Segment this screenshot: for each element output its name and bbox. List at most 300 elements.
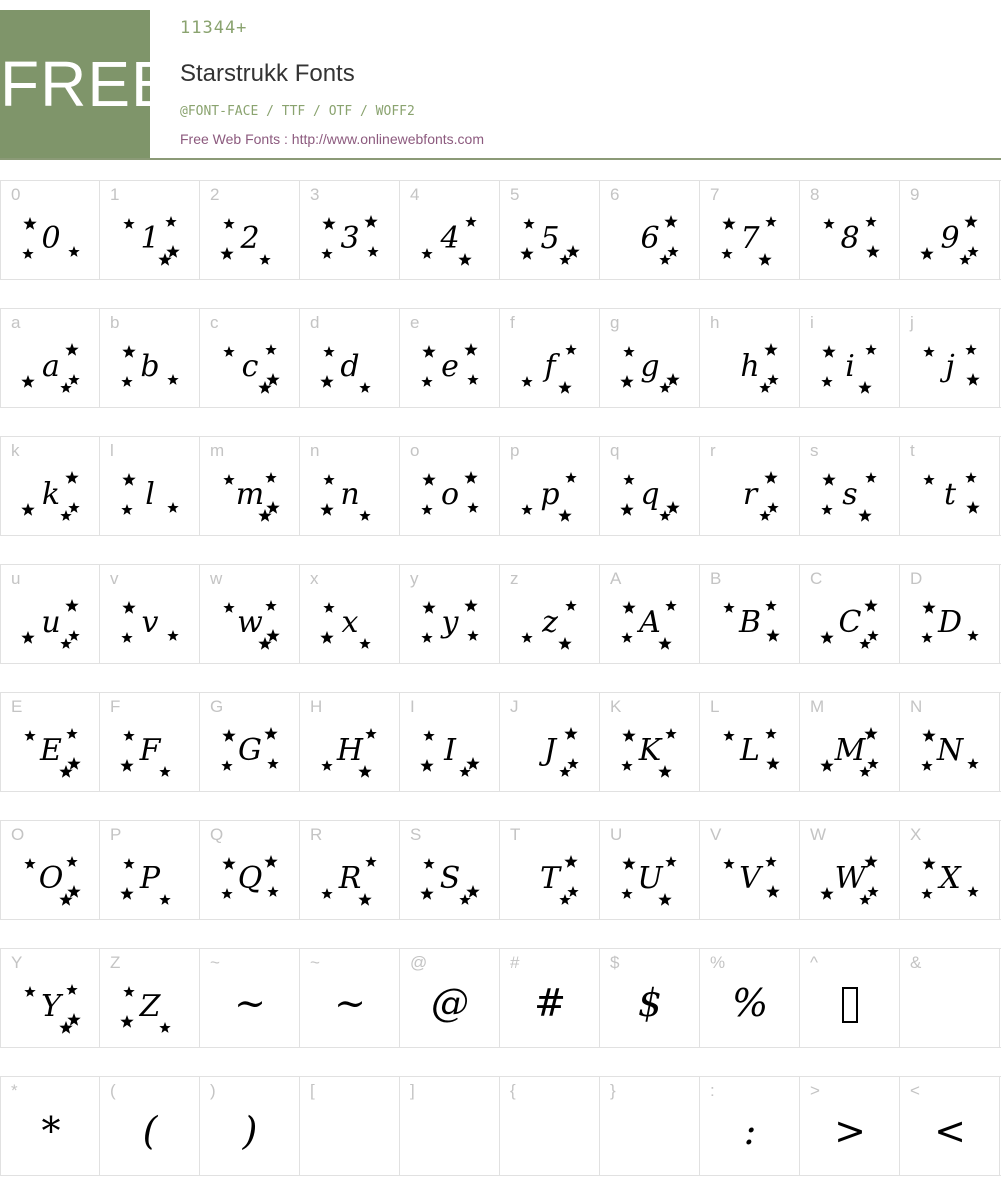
glyph-cell[interactable]	[400, 565, 500, 663]
glyph-preview	[600, 459, 700, 529]
glyph-cell[interactable]	[300, 949, 400, 1047]
glyph-svg	[615, 848, 685, 908]
glyph-cell[interactable]	[200, 437, 300, 535]
star-icon	[820, 631, 833, 644]
glyph-key-label: v	[110, 569, 119, 588]
star-icon	[764, 471, 777, 484]
star-icon	[765, 728, 776, 739]
glyph-svg	[615, 208, 685, 268]
glyph-cell[interactable]	[100, 693, 200, 791]
glyph-cell[interactable]	[800, 949, 900, 1047]
glyph-preview	[600, 715, 700, 785]
glyph-svg	[915, 720, 985, 780]
glyph-character: s	[842, 477, 858, 512]
glyph-svg	[915, 464, 985, 524]
glyph-row	[0, 1076, 1001, 1176]
glyph-key-label: k	[11, 441, 20, 460]
glyph-svg	[415, 336, 485, 396]
glyph-cell[interactable]	[700, 181, 800, 279]
glyph-character: L	[740, 733, 760, 768]
glyph-key-label: T	[510, 825, 521, 844]
glyph-svg	[715, 720, 785, 780]
star-icon	[266, 501, 279, 514]
glyph-key-label: h	[710, 313, 720, 332]
star-icon	[422, 345, 435, 358]
glyph-svg	[415, 592, 485, 652]
glyph-character: U	[637, 861, 663, 896]
glyph-preview	[300, 715, 400, 785]
star-icon	[167, 630, 178, 641]
glyph-character: r	[742, 477, 758, 512]
star-icon	[24, 730, 35, 741]
star-icon	[759, 382, 770, 393]
glyph-character: g	[640, 349, 660, 384]
star-icon	[465, 216, 476, 227]
glyph-character: n	[340, 477, 360, 512]
glyph-svg	[715, 592, 785, 652]
glyph-cell[interactable]	[200, 309, 300, 407]
glyph-preview	[200, 331, 300, 401]
star-icon	[321, 248, 332, 259]
star-icon	[265, 344, 276, 355]
star-icon	[821, 504, 832, 515]
glyph-cell[interactable]	[800, 437, 900, 535]
glyph-svg	[315, 208, 385, 268]
star-icon	[359, 382, 370, 393]
glyph-key-label: N	[910, 697, 923, 716]
glyph-key-label: g	[610, 313, 620, 332]
glyph-key-label: V	[710, 825, 722, 844]
glyph-key-label: ]	[410, 1081, 415, 1100]
glyph-preview	[300, 843, 400, 913]
free-badge[interactable]: FREE	[0, 10, 150, 158]
glyph-preview	[800, 843, 900, 913]
glyph-preview	[900, 971, 1000, 1041]
star-icon	[964, 215, 977, 228]
glyph-preview	[400, 715, 500, 785]
star-icon	[266, 629, 279, 642]
glyph-cell[interactable]	[900, 565, 1000, 663]
star-icon	[464, 343, 477, 356]
glyph-key-label: U	[610, 825, 623, 844]
star-icon	[565, 600, 576, 611]
star-icon	[759, 510, 770, 521]
glyph-key-label: u	[11, 569, 21, 588]
glyph-cell[interactable]	[900, 437, 1000, 535]
glyph-character: %	[731, 981, 769, 1025]
glyph-svg	[215, 1104, 285, 1164]
star-icon	[867, 630, 878, 641]
glyph-key-label: >	[810, 1081, 820, 1100]
star-icon	[567, 758, 578, 769]
glyph-key-label: 6	[610, 185, 620, 204]
glyph-cell[interactable]	[200, 949, 300, 1047]
glyph-preview	[200, 971, 300, 1041]
star-icon	[120, 1015, 133, 1028]
glyph-svg	[915, 336, 985, 396]
star-icon	[520, 247, 533, 260]
glyph-preview	[200, 715, 300, 785]
glyph-cell[interactable]	[600, 949, 700, 1047]
glyph-cell[interactable]	[300, 821, 400, 919]
glyph-cell[interactable]	[0, 1077, 100, 1175]
glyph-cell[interactable]	[100, 309, 200, 407]
star-icon	[466, 885, 479, 898]
glyph-cell[interactable]	[400, 181, 500, 279]
glyph-svg	[16, 848, 86, 908]
glyph-preview	[400, 1099, 500, 1169]
star-icon	[120, 887, 133, 900]
glyph-preview	[300, 459, 400, 529]
glyph-cell[interactable]	[700, 437, 800, 535]
glyph-character: 0	[41, 221, 61, 256]
glyph-preview	[800, 331, 900, 401]
glyph-cell[interactable]	[600, 821, 700, 919]
glyph-svg	[115, 848, 185, 908]
glyph-preview	[1, 587, 101, 657]
glyph-cell[interactable]	[200, 565, 300, 663]
star-icon	[867, 886, 878, 897]
glyph-cell[interactable]	[100, 437, 200, 535]
glyph-key-label: c	[210, 313, 219, 332]
star-icon	[60, 382, 71, 393]
star-icon	[620, 503, 633, 516]
star-icon	[820, 887, 833, 900]
glyph-character: j	[945, 349, 955, 384]
format-links[interactable]: @FONT-FACE / TTF / OTF / WOFF2	[180, 104, 415, 119]
glyph-preview	[600, 331, 700, 401]
glyph-cell[interactable]	[800, 1077, 900, 1175]
glyph-svg	[515, 720, 585, 780]
glyph-cell[interactable]	[100, 821, 200, 919]
glyph-preview	[100, 459, 200, 529]
glyph-cell[interactable]	[400, 821, 500, 919]
glyph-row	[0, 820, 1001, 920]
glyph-cell[interactable]	[500, 821, 600, 919]
glyph-cell[interactable]	[700, 821, 800, 919]
glyph-cell[interactable]	[300, 693, 400, 791]
glyph-preview	[700, 203, 800, 273]
glyph-key-label: n	[310, 441, 320, 460]
glyph-svg	[415, 464, 485, 524]
glyph-cell[interactable]	[700, 565, 800, 663]
glyph-preview	[1, 459, 101, 529]
star-icon	[421, 248, 432, 259]
glyph-svg	[215, 976, 285, 1036]
glyph-svg	[315, 976, 385, 1036]
glyph-key-label: r	[710, 441, 716, 460]
star-icon	[221, 888, 232, 899]
glyph-cell[interactable]	[0, 181, 100, 279]
glyph-cell[interactable]	[700, 693, 800, 791]
glyph-svg	[115, 464, 185, 524]
glyph-preview	[900, 203, 1000, 273]
star-icon	[420, 887, 433, 900]
glyph-character: d	[340, 349, 360, 384]
glyph-preview	[100, 587, 200, 657]
glyph-cell[interactable]	[400, 437, 500, 535]
glyph-key-label: C	[810, 569, 823, 588]
glyph-character: V	[739, 861, 761, 896]
glyph-preview	[1, 1099, 101, 1169]
star-icon	[623, 474, 634, 485]
glyph-key-label: F	[110, 697, 121, 716]
glyph-cell[interactable]	[200, 1077, 300, 1175]
star-icon	[223, 602, 234, 613]
glyph-svg	[315, 592, 385, 652]
glyph-cell[interactable]	[900, 693, 1000, 791]
glyph-svg	[715, 208, 785, 268]
glyph-cell[interactable]	[900, 821, 1000, 919]
glyph-svg	[215, 464, 285, 524]
glyph-cell[interactable]	[100, 949, 200, 1047]
glyph-key-label: P	[110, 825, 122, 844]
star-icon	[666, 501, 679, 514]
glyph-key-label: z	[510, 569, 519, 588]
star-icon	[765, 856, 776, 867]
glyph-key-label: K	[610, 697, 622, 716]
glyph-row	[0, 564, 1001, 664]
glyph-cell[interactable]	[500, 437, 600, 535]
glyph-character: ~	[334, 981, 366, 1025]
glyph-cell[interactable]	[800, 693, 900, 791]
glyph-key-label: (	[110, 1081, 116, 1100]
glyph-svg	[915, 208, 985, 268]
glyph-cell[interactable]	[0, 309, 100, 407]
glyph-cell[interactable]	[100, 565, 200, 663]
star-icon	[24, 858, 35, 869]
glyph-svg	[515, 208, 585, 268]
glyph-key-label: )	[210, 1081, 216, 1100]
star-icon	[923, 346, 934, 357]
glyph-svg	[315, 464, 385, 524]
glyph-preview	[1, 715, 101, 785]
glyph-cell[interactable]	[500, 181, 600, 279]
glyph-cell[interactable]	[900, 949, 1000, 1047]
glyph-preview	[400, 971, 500, 1041]
star-icon	[523, 218, 534, 229]
glyph-key-label: 0	[11, 185, 21, 204]
glyph-key-label: L	[710, 697, 720, 716]
glyph-cell[interactable]	[900, 309, 1000, 407]
star-icon	[365, 856, 376, 867]
star-icon	[766, 757, 779, 770]
glyph-key-label: p	[510, 441, 520, 460]
glyph-key-label: d	[310, 313, 320, 332]
glyph-cell[interactable]	[0, 437, 100, 535]
glyph-svg	[315, 336, 385, 396]
star-icon	[159, 1022, 170, 1033]
glyph-cell[interactable]	[300, 437, 400, 535]
glyph-cell[interactable]	[400, 693, 500, 791]
star-icon	[21, 631, 34, 644]
glyph-preview	[300, 331, 400, 401]
glyph-svg	[315, 720, 385, 780]
glyph-svg	[815, 848, 885, 908]
glyph-cell[interactable]	[900, 1077, 1000, 1175]
font-title: Starstrukk Fonts	[180, 60, 355, 87]
star-icon	[922, 729, 935, 742]
glyph-preview	[900, 459, 1000, 529]
star-icon	[467, 630, 478, 641]
glyph-key-label: :	[710, 1081, 715, 1100]
glyph-svg	[215, 336, 285, 396]
star-icon	[659, 382, 670, 393]
glyph-svg	[815, 336, 885, 396]
star-icon	[965, 344, 976, 355]
glyph-key-label: 2	[210, 185, 220, 204]
glyph-character: T	[539, 861, 561, 896]
glyph-svg	[815, 976, 885, 1036]
star-icon	[559, 894, 570, 905]
glyph-cell[interactable]	[700, 309, 800, 407]
glyph-preview	[700, 459, 800, 529]
star-icon	[959, 254, 970, 265]
star-icon	[21, 503, 34, 516]
glyph-cell[interactable]	[500, 565, 600, 663]
glyph-cell[interactable]	[700, 1077, 800, 1175]
glyph-character: u	[41, 605, 61, 640]
glyph-preview	[100, 331, 200, 401]
glyph-character: Y	[41, 989, 61, 1024]
glyph-cell[interactable]	[800, 821, 900, 919]
glyph-character: >	[834, 1109, 866, 1153]
glyph-cell[interactable]	[0, 821, 100, 919]
glyph-cell[interactable]	[500, 1077, 600, 1175]
glyph-key-label: #	[510, 953, 520, 972]
glyph-key-label: Q	[210, 825, 224, 844]
star-icon	[621, 760, 632, 771]
star-icon	[723, 602, 734, 613]
glyph-preview	[800, 971, 900, 1041]
glyph-cell[interactable]	[500, 949, 600, 1047]
glyph-svg	[215, 720, 285, 780]
glyph-cell[interactable]	[200, 181, 300, 279]
star-icon	[421, 376, 432, 387]
star-icon	[767, 374, 778, 385]
star-icon	[121, 632, 132, 643]
star-icon	[521, 632, 532, 643]
glyph-cell[interactable]	[400, 309, 500, 407]
star-icon	[858, 381, 871, 394]
star-icon	[922, 601, 935, 614]
glyph-cell[interactable]	[600, 1077, 700, 1175]
glyph-character: A	[639, 605, 661, 640]
glyph-character: W	[834, 861, 866, 896]
glyph-svg	[115, 592, 185, 652]
glyph-character: H	[336, 733, 364, 768]
glyph-cell[interactable]	[900, 181, 1000, 279]
star-icon	[264, 727, 277, 740]
glyph-key-label: 1	[110, 185, 120, 204]
glyph-key-label: Y	[11, 953, 23, 972]
glyph-character: 4	[440, 221, 460, 256]
glyph-cell[interactable]	[600, 437, 700, 535]
glyph-character: 9	[940, 221, 960, 256]
glyph-character: @	[431, 981, 469, 1025]
star-icon	[721, 248, 732, 259]
glyph-cell[interactable]	[600, 181, 700, 279]
glyph-cell[interactable]	[0, 693, 100, 791]
glyph-cell[interactable]	[100, 1077, 200, 1175]
glyph-svg	[115, 208, 185, 268]
glyph-svg	[115, 720, 185, 780]
glyph-key-label: $	[610, 953, 620, 972]
glyph-preview	[900, 843, 1000, 913]
glyph-character: M	[834, 733, 866, 768]
glyph-svg	[16, 336, 86, 396]
glyph-character: 3	[340, 221, 360, 256]
star-icon	[421, 504, 432, 515]
glyph-cell[interactable]	[300, 181, 400, 279]
glyph-cell[interactable]	[0, 565, 100, 663]
glyph-svg	[715, 976, 785, 1036]
star-icon	[422, 601, 435, 614]
star-icon	[822, 473, 835, 486]
page-header	[0, 0, 1001, 160]
star-icon	[165, 216, 176, 227]
glyph-preview	[500, 971, 600, 1041]
glyph-cell[interactable]	[500, 309, 600, 407]
glyph-character: N	[936, 733, 964, 768]
glyph-key-label: 3	[310, 185, 320, 204]
star-icon	[265, 472, 276, 483]
glyph-cell[interactable]	[100, 181, 200, 279]
glyph-key-label: [	[310, 1081, 315, 1100]
glyph-key-label: b	[110, 313, 120, 332]
glyph-cell[interactable]	[300, 1077, 400, 1175]
glyph-key-label: y	[410, 569, 419, 588]
glyph-cell[interactable]	[200, 693, 300, 791]
glyph-cell[interactable]	[600, 565, 700, 663]
glyph-cell[interactable]	[800, 309, 900, 407]
glyph-cell[interactable]	[800, 565, 900, 663]
glyph-preview	[800, 587, 900, 657]
glyph-cell[interactable]	[200, 821, 300, 919]
star-icon	[758, 253, 771, 266]
glyph-cell[interactable]	[300, 309, 400, 407]
glyph-key-label: w	[210, 569, 223, 588]
star-icon	[323, 474, 334, 485]
star-icon	[365, 728, 376, 739]
glyph-cell[interactable]	[800, 181, 900, 279]
glyph-character: #	[534, 981, 566, 1025]
glyph-character: 1	[140, 221, 160, 256]
glyph-cell[interactable]	[600, 309, 700, 407]
glyph-cell[interactable]	[300, 565, 400, 663]
glyph-cell[interactable]	[600, 693, 700, 791]
star-icon	[159, 766, 170, 777]
glyph-key-label: M	[810, 697, 825, 716]
glyph-preview	[100, 1099, 200, 1169]
star-icon	[921, 760, 932, 771]
glyph-character: m	[235, 477, 265, 512]
glyph-cell[interactable]	[400, 1077, 500, 1175]
glyph-cell[interactable]	[400, 949, 500, 1047]
site-link[interactable]: Free Web Fonts : http://www.onlinewebfonts.com	[180, 131, 484, 147]
glyph-preview	[200, 843, 300, 913]
star-icon	[167, 374, 178, 385]
star-icon	[967, 886, 978, 897]
glyph-cell[interactable]	[700, 949, 800, 1047]
glyph-cell[interactable]	[500, 693, 600, 791]
star-icon	[422, 473, 435, 486]
glyph-character: 6	[640, 221, 660, 256]
star-icon	[622, 729, 635, 742]
star-icon	[864, 727, 877, 740]
glyph-cell[interactable]	[0, 949, 100, 1047]
glyph-character: 7	[740, 221, 760, 256]
